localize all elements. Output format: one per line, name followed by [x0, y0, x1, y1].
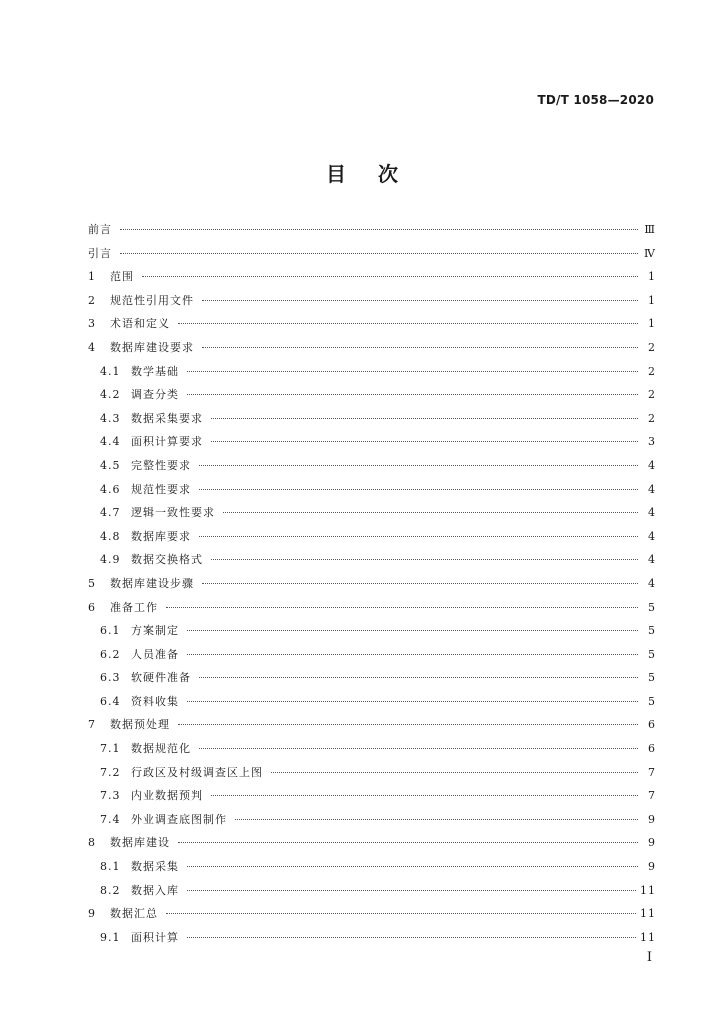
toc-entry[interactable] [88, 596, 656, 620]
toc-entry-title: 方案制定 [131, 624, 179, 638]
toc-entry[interactable] [88, 879, 656, 903]
toc-entry-number: 4.9 [100, 553, 121, 567]
toc-dot-leader [211, 418, 638, 419]
toc-entry[interactable] [88, 784, 656, 808]
toc-dot-leader [178, 842, 638, 843]
toc-entry-page: Ⅲ [644, 223, 656, 236]
toc-entry[interactable] [88, 454, 656, 478]
title-part-2: 次 [378, 162, 398, 186]
toc-entry-number: 9 [88, 907, 96, 921]
toc-entry-page: 9 [648, 812, 656, 826]
toc-dot-leader [166, 913, 636, 914]
toc-entry-title: 数据交换格式 [131, 553, 203, 567]
toc-entry[interactable] [88, 619, 656, 643]
toc-entry-number: 4.5 [100, 458, 121, 472]
toc-dot-leader [211, 441, 638, 442]
toc-dot-leader [187, 394, 638, 395]
title-part-1: 目 [326, 162, 346, 186]
toc-entry[interactable] [88, 289, 656, 313]
toc-entry-number: 3 [88, 317, 96, 331]
toc-entry-page: 4 [648, 553, 656, 567]
toc-entry-title: 数据库建设 [110, 836, 170, 850]
toc-entry-page: 4 [648, 482, 656, 496]
toc-entry-page: 6 [648, 742, 656, 756]
toc-dot-leader [178, 724, 638, 725]
toc-entry-page: 1 [648, 317, 656, 331]
toc-entry-number: 4.3 [100, 411, 121, 425]
toc-entry[interactable] [88, 690, 656, 714]
toc-entry-title: 数学基础 [131, 364, 179, 378]
toc-dot-leader [202, 300, 638, 301]
toc-entry-number: 6.1 [100, 624, 121, 638]
toc-entry[interactable] [88, 761, 656, 785]
toc-entry[interactable] [88, 501, 656, 525]
toc-entry-page: 6 [648, 718, 656, 732]
toc-entry[interactable] [88, 855, 656, 879]
toc-entry-number: 4.2 [100, 388, 121, 402]
toc-entry-title: 面积计算要求 [131, 435, 203, 449]
toc-entry-page: 7 [648, 789, 656, 803]
toc-entry-page: 11 [640, 883, 656, 897]
toc-entry-title: 数据采集 [131, 860, 179, 874]
toc-entry-number: 4.7 [100, 506, 121, 520]
document-code: TD/T 1058—2020 [537, 93, 654, 107]
toc-entry-page: 5 [648, 600, 656, 614]
toc-entry-title: 引言 [88, 246, 112, 260]
toc-entry-number: 4 [88, 340, 96, 354]
toc-entry-number: 6.2 [100, 647, 121, 661]
toc-dot-leader [199, 536, 638, 537]
toc-entry[interactable] [88, 265, 656, 289]
toc-entry-page: 2 [648, 388, 656, 402]
toc-dot-leader [187, 654, 638, 655]
toc-entry-number: 2 [88, 293, 96, 307]
toc-entry[interactable] [88, 808, 656, 832]
toc-entry[interactable] [88, 525, 656, 549]
toc-entry-title: 数据预处理 [110, 718, 170, 732]
toc-entry-title: 内业数据预判 [131, 789, 203, 803]
toc-dot-leader [199, 465, 638, 466]
toc-dot-leader [199, 748, 638, 749]
toc-entry-title: 资料收集 [131, 694, 179, 708]
toc-entry-title: 逻辑一致性要求 [131, 506, 215, 520]
toc-entry-title: 术语和定义 [110, 317, 170, 331]
toc-entry-title: 规范性引用文件 [110, 293, 194, 307]
toc-dot-leader [120, 253, 638, 254]
toc-entry-page: 2 [648, 364, 656, 378]
toc-entry-page: 11 [640, 930, 656, 944]
toc-entry[interactable] [88, 336, 656, 360]
toc-entry-title: 数据采集要求 [131, 411, 203, 425]
toc-dot-leader [166, 607, 638, 608]
toc-entry-number: 9.1 [100, 930, 121, 944]
toc-entry-title: 外业调查底图制作 [131, 812, 227, 826]
toc-entry-page: 11 [640, 907, 656, 921]
toc-entry-title: 数据汇总 [110, 907, 158, 921]
toc-entry-page: 4 [648, 576, 656, 590]
toc-entry[interactable] [88, 407, 656, 431]
toc-dot-leader [187, 866, 638, 867]
toc-entry-number: 6.4 [100, 694, 121, 708]
toc-entry-number: 8.2 [100, 883, 121, 897]
toc-entry[interactable] [88, 548, 656, 572]
toc-dot-leader [187, 371, 638, 372]
toc-entry-number: 8.1 [100, 860, 121, 874]
toc-entry[interactable] [88, 360, 656, 384]
toc-entry-title: 数据库建设步骤 [110, 576, 194, 590]
toc-entry-title: 前言 [88, 223, 112, 236]
toc-dot-leader [211, 559, 638, 560]
toc-entry-page: 2 [648, 411, 656, 425]
toc-entry-number: 4.1 [100, 364, 121, 378]
toc-entry[interactable] [88, 666, 656, 690]
toc-entry-title: 调查分类 [131, 388, 179, 402]
toc-entry-title: 范围 [110, 270, 134, 284]
toc-entry-title: 数据规范化 [131, 742, 191, 756]
toc-entry-number: 8 [88, 836, 96, 850]
toc-entry-title: 数据入库 [131, 883, 179, 897]
toc-dot-leader [187, 890, 636, 891]
toc-dot-leader [178, 323, 638, 324]
toc-entry[interactable] [88, 242, 656, 266]
toc-dot-leader [199, 677, 638, 678]
toc-entry-title: 软硬件准备 [131, 671, 191, 685]
toc-entry[interactable] [88, 926, 656, 950]
toc-entry[interactable] [88, 643, 656, 667]
toc-entry-number: 6 [88, 600, 96, 614]
toc-dot-leader [142, 276, 638, 277]
toc-entry-page: 1 [648, 270, 656, 284]
toc-entry-page: 3 [648, 435, 656, 449]
toc-dot-leader [202, 347, 638, 348]
toc-entry[interactable] [88, 737, 656, 761]
toc-entry-number: 4.8 [100, 529, 121, 543]
toc-entry-page: 5 [648, 694, 656, 708]
page-number: I [646, 950, 652, 965]
toc-entry-page: 4 [648, 506, 656, 520]
page-title [0, 158, 724, 187]
toc-entry-title: 规范性要求 [131, 482, 191, 496]
toc-entry-title: 完整性要求 [131, 458, 191, 472]
toc-entry-title: 面积计算 [131, 930, 179, 944]
toc-entry-page: 7 [648, 765, 656, 779]
toc-entry-page: 5 [648, 671, 656, 685]
toc-dot-leader [202, 583, 638, 584]
toc-entry-page: 4 [648, 458, 656, 472]
toc-entry-number: 7.1 [100, 742, 121, 756]
toc-entry-page: 4 [648, 529, 656, 543]
toc-dot-leader [235, 819, 638, 820]
toc-entry-number: 7 [88, 718, 96, 732]
toc-entry[interactable] [88, 383, 656, 407]
toc-entry-number: 1 [88, 270, 96, 284]
toc-entry-title: 数据库要求 [131, 529, 191, 543]
toc-dot-leader [120, 229, 638, 230]
toc-entry-page: 1 [648, 293, 656, 307]
toc-entry-page: 2 [648, 340, 656, 354]
toc-entry-page: 5 [648, 647, 656, 661]
toc-entry-number: 4.4 [100, 435, 121, 449]
table-of-contents [88, 218, 656, 949]
toc-entry[interactable] [88, 312, 656, 336]
toc-entry-page: 5 [648, 624, 656, 638]
toc-entry[interactable] [88, 478, 656, 502]
toc-dot-leader [199, 489, 638, 490]
toc-entry-number: 7.2 [100, 765, 121, 779]
toc-dot-leader [223, 512, 638, 513]
toc-entry-page: 9 [648, 836, 656, 850]
toc-entry-number: 7.3 [100, 789, 121, 803]
toc-entry-title: 人员准备 [131, 647, 179, 661]
toc-dot-leader [271, 772, 638, 773]
toc-dot-leader [187, 937, 636, 938]
toc-entry-number: 5 [88, 576, 96, 590]
toc-entry-title: 数据库建设要求 [110, 340, 194, 354]
toc-entry-number: 7.4 [100, 812, 121, 826]
toc-entry[interactable] [88, 713, 656, 737]
toc-entry[interactable] [88, 902, 656, 926]
toc-entry-title: 准备工作 [110, 600, 158, 614]
toc-entry[interactable] [88, 430, 656, 454]
toc-entry-number: 6.3 [100, 671, 121, 685]
toc-entry[interactable] [88, 572, 656, 596]
toc-entry-title: 行政区及村级调查区上图 [131, 765, 263, 779]
toc-dot-leader [187, 701, 638, 702]
toc-dot-leader [187, 630, 638, 631]
toc-entry[interactable] [88, 218, 656, 242]
toc-entry[interactable] [88, 831, 656, 855]
toc-entry-number: 4.6 [100, 482, 121, 496]
toc-dot-leader [211, 795, 638, 796]
toc-entry-page: 9 [648, 860, 656, 874]
toc-entry-page: Ⅳ [644, 246, 656, 260]
